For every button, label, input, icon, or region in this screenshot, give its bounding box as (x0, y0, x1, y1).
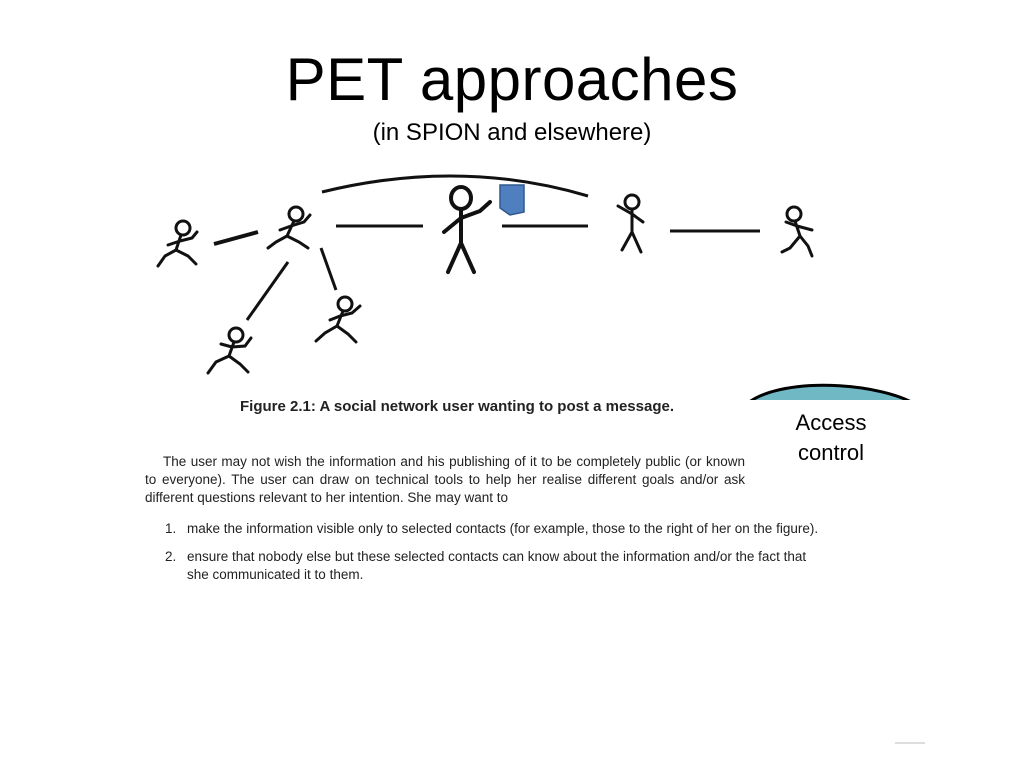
list-text: ensure that nobody else but these selected contacts can know about the information and/or the fact that she communicated it to them. (187, 549, 807, 582)
person-figure (208, 328, 251, 373)
callout-label (762, 408, 900, 468)
list-text: make the information visible only to selected contacts (for example, those to the right of her on the figure). (187, 521, 819, 536)
numbered-list (165, 520, 830, 594)
callout-bubble (734, 385, 933, 400)
person-figure (618, 195, 643, 252)
connection-line (214, 232, 258, 244)
connection-line (321, 248, 336, 290)
callout-line-1: Access (795, 410, 867, 435)
slide-title: PET approaches (285, 46, 739, 113)
figure-paragraph (145, 453, 745, 507)
person-figure (158, 221, 197, 266)
corner-decoration (895, 742, 925, 744)
person-figure (316, 297, 360, 342)
figure-caption: Figure 2.1: A social network user wanting to post a message. (240, 398, 674, 415)
person-figure (782, 207, 812, 256)
connection-arc (322, 176, 588, 196)
central-user-figure (444, 187, 490, 272)
list-item (165, 548, 830, 584)
message-document-icon (500, 185, 524, 215)
callout-line-2: control (797, 440, 865, 465)
list-number: 1. (165, 521, 177, 536)
list-item (165, 520, 830, 538)
list-number: 2. (165, 549, 177, 564)
paragraph-text: The user may not wish the information and his publishing of it to be completely public (or known to everyone). The user can draw on technical tools to help her realise different goals and/or ask different questions relevant to her intention. She may want to (145, 454, 745, 505)
person-figure (268, 207, 310, 248)
connection-line (247, 262, 288, 320)
slide-subtitle: (in SPION and elsewhere) (372, 119, 652, 146)
